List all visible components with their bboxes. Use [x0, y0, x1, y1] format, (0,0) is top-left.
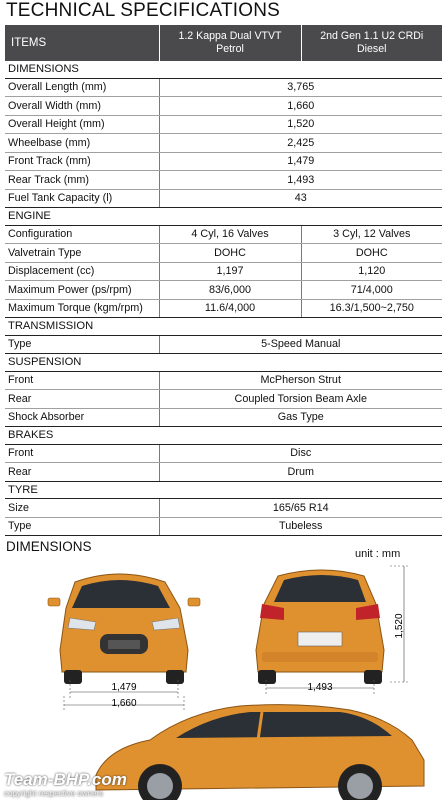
car-dimension-diagram: [0, 560, 447, 800]
table-row: Overall Height (mm) 1,520: [5, 115, 442, 134]
table-row: Valvetrain Type DOHC DOHC: [5, 244, 442, 263]
table-header: [5, 25, 442, 61]
table-row: Front Disc: [5, 444, 442, 463]
watermark-brand: Team-BHP.com: [4, 770, 127, 789]
rear-view-car: [256, 570, 384, 684]
table-row: Configuration 4 Cyl, 16 Valves 3 Cyl, 12 Valves: [5, 225, 442, 244]
table-row: Shock Absorber Gas Type: [5, 408, 442, 427]
front-view-car: [48, 574, 200, 684]
table-row: Rear Drum: [5, 463, 442, 482]
petrol-header: 1.2 Kappa Dual VTVT Petrol: [159, 25, 301, 61]
rear-track-label: 1,493: [307, 682, 333, 693]
table-row: Overall Width (mm) 1,660: [5, 97, 442, 116]
watermark-copyright: copyright respective owners: [4, 789, 104, 798]
table-row: Maximum Power (ps/rpm) 83/6,000 71/4,000: [5, 281, 442, 300]
items-header: ITEMS: [5, 25, 159, 61]
section-suspension: SUSPENSION: [5, 354, 442, 372]
dimensions-diagram-title: DIMENSIONS: [6, 539, 92, 554]
overall-width-label: 1,660: [111, 698, 137, 709]
front-track-label: 1,479: [111, 682, 137, 693]
table-row: Size 165/65 R14: [5, 499, 442, 518]
table-row: Overall Length (mm) 3,765: [5, 78, 442, 97]
table-row: Front McPherson Strut: [5, 371, 442, 390]
section-dimensions: DIMENSIONS: [5, 61, 442, 78]
section-brakes: BRAKES: [5, 427, 442, 445]
section-tyre: TYRE: [5, 481, 442, 499]
diesel-header: 2nd Gen 1.1 U2 CRDi Diesel: [301, 25, 442, 61]
side-view-car: [96, 705, 424, 800]
overall-height-label: 1,520: [394, 613, 405, 639]
unit-label: unit : mm: [355, 548, 401, 560]
watermark-hosted: HOSTED ON :: [4, 760, 57, 769]
table-row: Fuel Tank Capacity (l) 43: [5, 189, 442, 208]
table-row: Maximum Torque (kgm/rpm) 11.6/4,000 16.3/1,500~2,750: [5, 299, 442, 318]
table-row: Front Track (mm) 1,479: [5, 152, 442, 171]
section-transmission: TRANSMISSION: [5, 318, 442, 336]
table-row: Displacement (cc) 1,197 1,120: [5, 262, 442, 281]
table-row: Rear Coupled Torsion Beam Axle: [5, 390, 442, 409]
table-row: Type Tubeless: [5, 517, 442, 536]
table-row: Rear Track (mm) 1,493: [5, 171, 442, 190]
spec-table: [5, 25, 442, 536]
table-row: Type 5-Speed Manual: [5, 335, 442, 354]
section-engine: ENGINE: [5, 208, 442, 226]
table-row: Wheelbase (mm) 2,425: [5, 134, 442, 153]
page-title: TECHNICAL SPECIFICATIONS: [6, 0, 281, 21]
